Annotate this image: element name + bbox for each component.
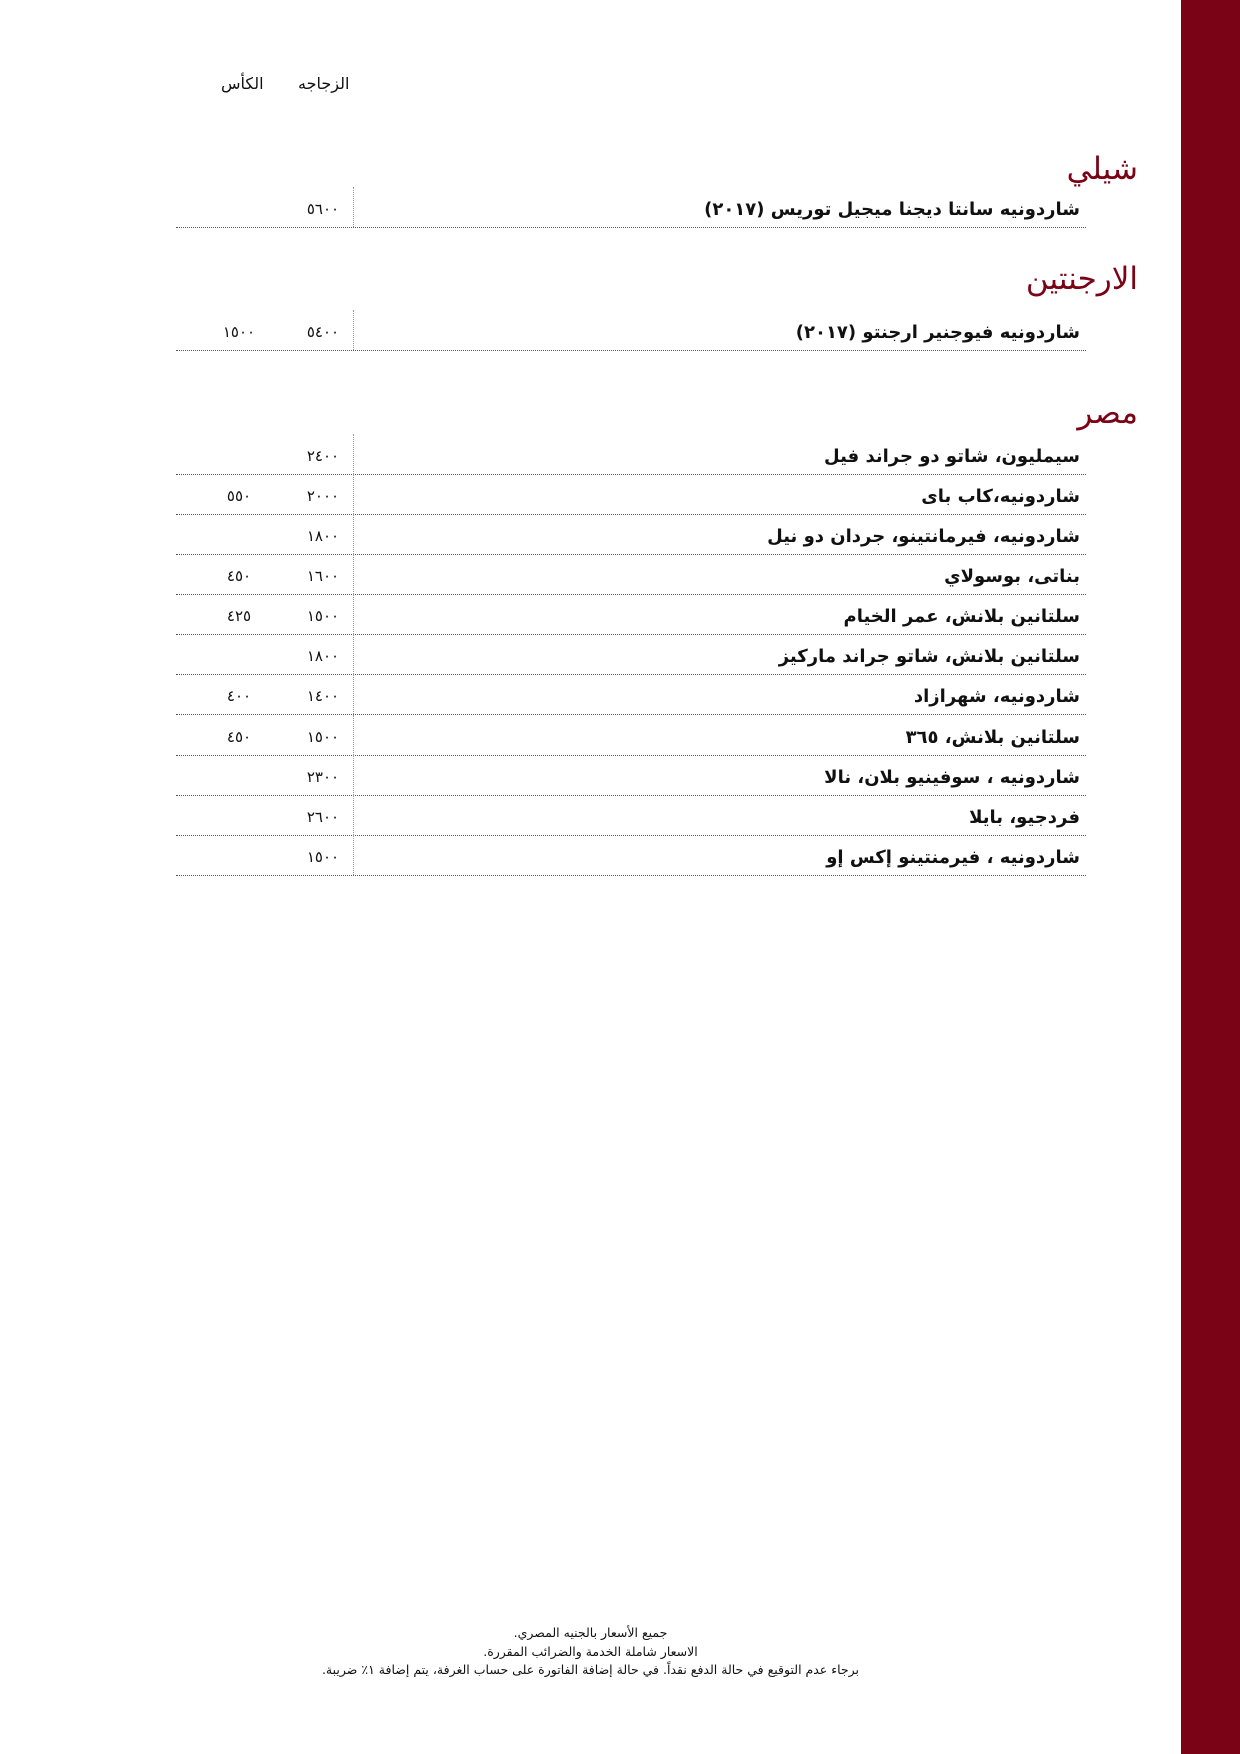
section-title-argentina: الارجنتين <box>1025 261 1138 297</box>
bottle-price: ١٥٠٠ <box>306 848 340 866</box>
footer-notes <box>0 1624 1181 1680</box>
bottle-price: ١٨٠٠ <box>306 527 340 545</box>
glass-column-header: الكأس <box>221 74 264 93</box>
table-row <box>176 634 1086 675</box>
glass-price: ٤٠٠ <box>226 687 252 705</box>
footer-line: الاسعار شاملة الخدمة والضرائب المقررة. <box>483 1643 698 1659</box>
table-row <box>176 795 1086 836</box>
bottle-price: ٢٠٠٠ <box>306 487 340 505</box>
wine-name: بناتى، بوسولاي <box>944 566 1080 587</box>
side-band <box>1181 0 1240 1754</box>
glass-price: ٤٥٠ <box>226 728 252 746</box>
glass-price: ٥٥٠ <box>226 487 252 505</box>
section-title-chile: شيلي <box>1066 151 1138 187</box>
table-row <box>176 674 1086 715</box>
wine-name: شاردونيه،كاب باى <box>921 486 1080 507</box>
table-row <box>176 434 1086 475</box>
table-row <box>176 310 1086 351</box>
table-row <box>176 187 1086 228</box>
wine-name: سلتانين بلانش، عمر الخيام <box>843 606 1080 627</box>
table-row <box>176 594 1086 635</box>
bottle-price: ٥٤٠٠ <box>306 323 340 341</box>
table-row <box>176 474 1086 515</box>
table-row <box>176 554 1086 595</box>
glass-price: ٤٥٠ <box>226 567 252 585</box>
table-row <box>176 715 1086 756</box>
bottle-price: ١٥٠٠ <box>306 607 340 625</box>
wine-name: شاردونيه ، فيرمنتينو إكس إو <box>826 847 1080 868</box>
section-title-egypt: مصر <box>1077 395 1138 431</box>
bottle-price: ١٨٠٠ <box>306 647 340 665</box>
wine-name: شاردونيه، فيرمانتينو، جردان دو نيل <box>767 526 1080 547</box>
bottle-price: ١٤٠٠ <box>306 687 340 705</box>
glass-price: ١٥٠٠ <box>222 323 256 341</box>
wine-name: فردجيو، بايلا <box>969 807 1080 828</box>
table-row <box>176 514 1086 555</box>
wine-name: شاردونيه سانتا ديجنا ميجيل توريس (٢٠١٧) <box>704 199 1080 220</box>
bottle-price: ٢٣٠٠ <box>306 768 340 786</box>
footer-line: برجاء عدم التوقيع في حالة الدفع نقداً. في حالة إضافة الفاتورة على حساب الغرفة، يتم إضافة ١٪ ضريبة. <box>321 1662 860 1677</box>
table-row <box>176 835 1086 876</box>
bottle-column-header: الزجاجه <box>298 74 350 93</box>
glass-price: ٤٢٥ <box>226 607 252 625</box>
bottle-price: ٥٦٠٠ <box>306 200 340 218</box>
bottle-price: ٢٤٠٠ <box>306 447 340 465</box>
wine-name: سيمليون، شاتو دو جراند فيل <box>824 446 1080 467</box>
bottle-price: ١٦٠٠ <box>306 567 340 585</box>
wine-name: سلتانين بلانش، شاتو جراند ماركيز <box>778 646 1080 667</box>
wine-name: شاردونيه فيوجنير ارجنتو (٢٠١٧) <box>795 322 1080 343</box>
table-row <box>176 755 1086 796</box>
bottle-price: ١٥٠٠ <box>306 728 340 746</box>
bottle-price: ٢٦٠٠ <box>306 808 340 826</box>
wine-name: شاردونيه، شهرازاد <box>913 686 1080 707</box>
wine-name: سلتانين بلانش، ٣٦٥ <box>905 727 1080 748</box>
footer-line: جميع الأسعار بالجنيه المصري. <box>513 1625 668 1640</box>
wine-name: شاردونيه ، سوفينيو بلان، نالا <box>824 767 1080 788</box>
